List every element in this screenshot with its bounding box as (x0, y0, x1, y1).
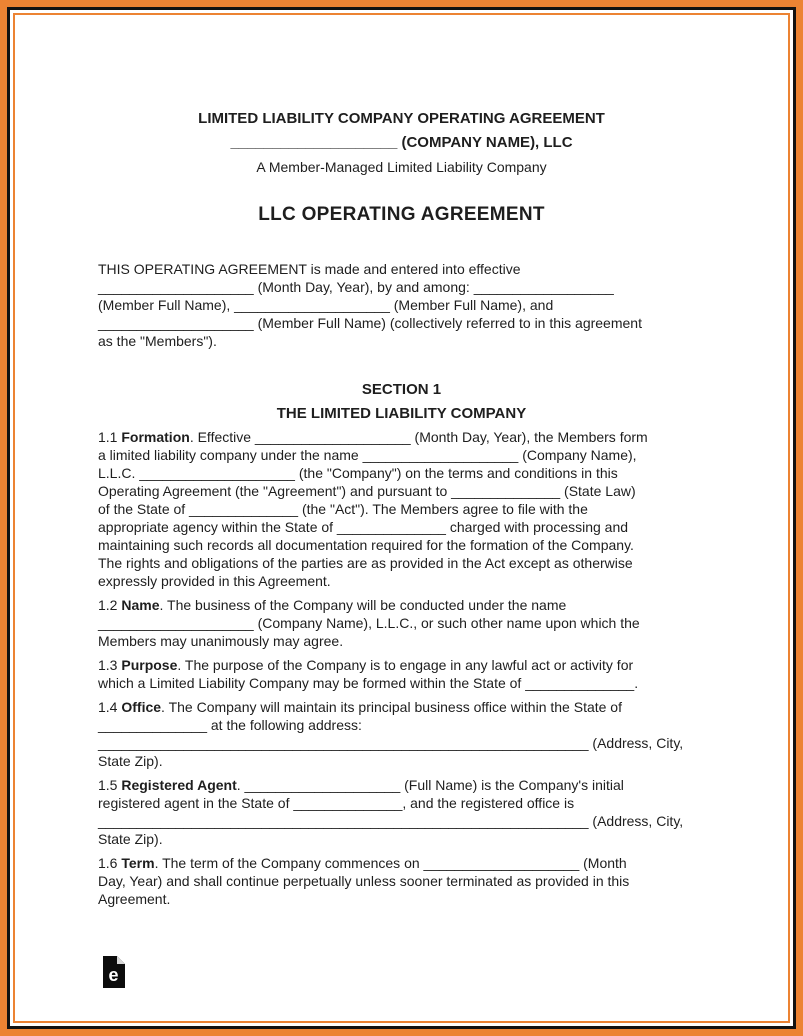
text-line: 1.4 Office. The Company will maintain its principal business office within the State of (98, 699, 622, 715)
clause-1.4 (98, 698, 705, 770)
text-line: ____________________ (Company Name), L.L.C., or such other name upon which the (98, 615, 640, 631)
clause-1.2 (98, 596, 705, 650)
document-page (15, 15, 788, 1021)
main-title: LLC OPERATING AGREEMENT (258, 204, 545, 225)
document-header (98, 107, 705, 180)
text-line: registered agent in the State of ______________, and the registered office is (98, 795, 575, 811)
text-line: which a Limited Liability Company may be formed within the State of ______________. (98, 675, 639, 691)
text-line: 1.2 Name. The business of the Company will be conducted under the name (98, 597, 567, 613)
document-subtitle: A Member-Managed Limited Liability Company (256, 159, 547, 175)
logo-letter: e (108, 965, 119, 985)
section-1-heading-block (98, 378, 705, 426)
text-line: 1.5 Registered Agent. ____________________ (Full Name) is the Company's initial (98, 777, 624, 793)
clause-1.3 (98, 656, 705, 692)
section-1-heading: SECTION 1 (361, 381, 442, 398)
text-line: Day, Year) and shall continue perpetually unless sooner terminated as provided in this (98, 873, 630, 889)
text-line: ____________________ (Member Full Name) (collectively referred to in this agreement (98, 315, 642, 331)
frame-white-gap (10, 10, 793, 1026)
text-line: State Zip). (98, 753, 163, 769)
text-line: 1.1 Formation. Effective ____________________ (Month Day, Year), the Members form (98, 429, 648, 445)
clause-1.5 (98, 776, 705, 848)
text-line: of the State of ______________ (the "Act"). The Members agree to file with the (98, 501, 588, 517)
frame-inner-border (13, 13, 790, 1023)
text-line: a limited liability company under the name ____________________ (Company Name), (98, 447, 637, 463)
text-line: 1.3 Purpose. The purpose of the Company is to engage in any lawful act or activity for (98, 657, 634, 673)
text-line: 1.6 Term. The term of the Company commences on ____________________ (Month (98, 855, 627, 871)
text-line: ____________________ (Month Day, Year), by and among: __________________ (98, 279, 614, 295)
text-line: State Zip). (98, 831, 163, 847)
text-line: Agreement. (98, 891, 171, 907)
eforms-document-logo (103, 956, 125, 988)
text-line: appropriate agency within the State of ______________ charged with processing and (98, 519, 629, 535)
clause-1.1 (98, 428, 705, 590)
text-line: Operating Agreement (the "Agreement") and pursuant to ______________ (State Law) (98, 483, 636, 499)
text-line: The rights and obligations of the parties are as provided in the Act except as otherwise (98, 555, 633, 571)
text-line: Members may unanimously may agree. (98, 633, 344, 649)
text-line: ______________ at the following address: (98, 717, 362, 733)
section-1-subheading: THE LIMITED LIABILITY COMPANY (276, 405, 527, 422)
document-title-line2-company-name-blank: ____________________ (COMPANY NAME), LLC (230, 134, 573, 151)
text-line: as the "Members"). (98, 333, 217, 349)
clause-1.6 (98, 854, 705, 908)
intro-paragraph (98, 260, 705, 350)
text-line: maintaining such records all documentation required for the formation of the Company. (98, 537, 634, 553)
text-line: L.L.C. ____________________ (the "Company") on the terms and conditions in this (98, 465, 618, 481)
text-line: (Member Full Name), ____________________ (Member Full Name), and (98, 297, 554, 313)
text-line: _______________________________________________________________ (Address, City, (98, 813, 684, 829)
document-title-line1: LIMITED LIABILITY COMPANY OPERATING AGREEMENT (198, 110, 605, 127)
text-line: _______________________________________________________________ (Address, City, (98, 735, 684, 751)
frame-black-border (7, 7, 796, 1029)
text-line: THIS OPERATING AGREEMENT is made and entered into effective (98, 261, 521, 277)
document-page-icon (103, 956, 125, 988)
section-1-clauses (98, 428, 705, 908)
text-line: expressly provided in this Agreement. (98, 573, 331, 589)
